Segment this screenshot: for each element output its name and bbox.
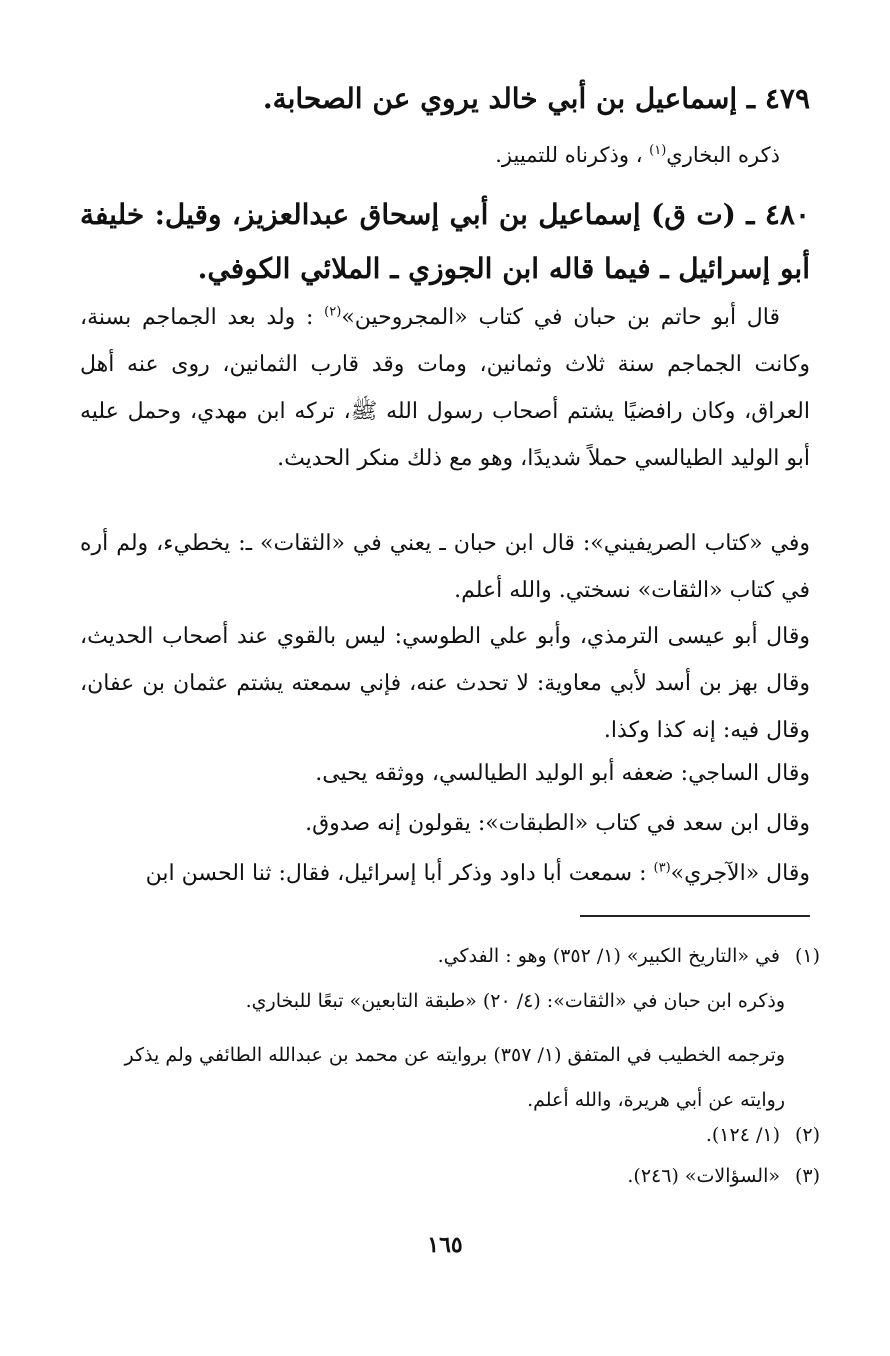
paragraph-5: وقال ابن سعد في كتاب «الطبقات»: يقولون إنه صدوق. — [305, 811, 810, 836]
paragraph-4: وقال الساجي: ضعفه أبو الوليد الطيالسي، ووثقه يحيى. — [315, 761, 810, 786]
paragraph-6 — [80, 850, 810, 897]
footnote-ref-2[interactable]: (٢) — [324, 304, 342, 320]
entry-479-text-a: ذكره البخاري — [666, 143, 780, 167]
entry-479-title: ٤٧٩ ـ إسماعيل بن أبي خالد يروي عن الصحابة. — [262, 82, 810, 115]
entry-480-title: ٤٨٠ ـ (ت ق) إسماعيل بن أبي إسحاق عبدالعزيز، وقيل: خليفة أبو إسرائيل ـ فيما قاله ابن الجوزي ـ الملائي الكوفي. — [80, 198, 810, 285]
paragraph-3: وقال أبو عيسى الترمذي، وأبو علي الطوسي: ليس بالقوي عند أصحاب الحديث، وقال بهز بن أسد لأبي معاوية: لا تحدث عنه، فإني سمعته يشتم عثمان بن عفان، وقال فيه: إنه كذا وكذا. — [80, 624, 810, 743]
footnote-ref-3[interactable]: (٣) — [653, 860, 671, 876]
paragraph-1-b: : ولد بعد الجماجم بسنة، وكانت الجماجم سنة ثلاث وثمانين، ومات وقد قارب الثمانين، روى عنه أهل العراق، وكان رافضيًا يشتم أصحاب رسول الله ﷺ، تركه ابن مهدي، وحمل عليه أبو الوليد الطيالسي حملاً شديدًا، وهو مع ذلك منكر الحديث. — [80, 305, 810, 471]
footnote-ref-1[interactable]: (١) — [649, 143, 667, 158]
footnote-1-line-3: وترجمه الخطيب في المتفق (١/ ٣٥٧) بروايته عن محمد بن عبدالله الطائفي ولم يذكر روايته عن أبي هريرة، والله أعلم. — [124, 1044, 785, 1111]
footnote-1 — [80, 943, 820, 969]
footnote-2 — [80, 1122, 820, 1148]
paragraph-6-b: : سمعت أبا داود وذكر أبا إسرائيل، فقال: ثنا الحسن ابن — [145, 861, 654, 886]
footnote-3-text: «السؤالات» (٢٤٦). — [627, 1165, 780, 1187]
paragraph-2: وفي «كتاب الصريفيني»: قال ابن حبان ـ يعني في «الثقات» ـ: يخطيء، ولم أره في كتاب «الثقات» نسختي. والله أعلم. — [80, 531, 810, 603]
paragraph-6-a: وقال «الآجري» — [670, 861, 810, 886]
footnote-1-number: (١) — [794, 945, 820, 967]
footnote-1-line-2: وذكره ابن حبان في «الثقات»: (٤/ ٢٠) «طبقة التابعين» تبعًا للبخاري. — [245, 990, 785, 1012]
entry-479-text — [80, 135, 810, 175]
footnote-3-number: (٣) — [794, 1165, 820, 1187]
footnote-3 — [80, 1163, 820, 1189]
paragraph-1-a: قال أبو حاتم بن حبان في كتاب «المجروحين» — [341, 305, 781, 330]
entry-479-text-b: ، وذكرناه للتمييز. — [495, 143, 650, 167]
footnote-2-number: (٢) — [794, 1124, 820, 1146]
footnote-1-line-1: في «التاريخ الكبير» (١/ ٣٥٢) وهو : الفدكي. — [437, 945, 780, 967]
page-number: ١٦٥ — [427, 1232, 463, 1258]
paragraph-1 — [80, 294, 810, 482]
footnote-divider — [580, 915, 810, 917]
footnote-2-text: (١/ ١٢٤). — [705, 1124, 780, 1146]
